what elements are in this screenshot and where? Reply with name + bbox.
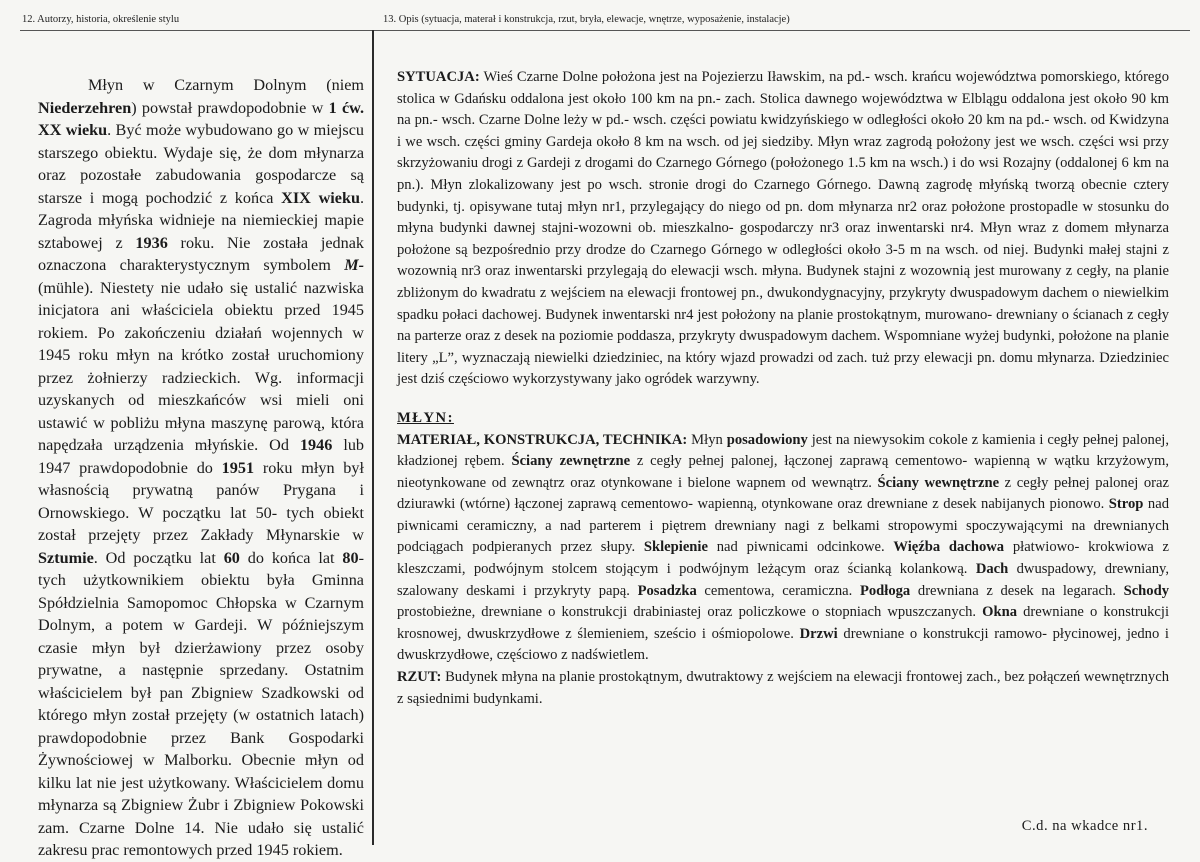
plan-label: RZUT: (397, 669, 442, 686)
situation-label: SYTUACJA: (397, 69, 480, 85)
bold-run: Podłoga (859, 582, 911, 599)
text-run: do końca lat (239, 548, 343, 567)
text-run: dwuspadowy, drewniany, szalowany deskami i przykryty papą. (397, 561, 1169, 599)
text-run: drewniane o konstrukcji krosnowej, dwuskrzydłowe z ślemieniem, sześcio i ośmiopolowe. (397, 604, 1169, 642)
text-run: . Zagroda młyńska widnieje na niemieckiej mapie sztabowej z (38, 188, 364, 252)
text-run: (mühle). Niestety nie udało się ustalić nazwiska inicjatora ani właściciela obiektu przed 1945 rokiem. Po zakończeniu działań wojennych w 1945 roku młyn na krótko został uruchomiony przez żołnierzy radzieckich. Wg. informacji uzyskanych od mieszkańców wsi mieli oni ustawić w pobliżu młyna maszynę parową, która napędzała urządzenia młyńskie. Od (38, 278, 364, 454)
text-run: roku młyn był własnością prywatną panów Prygana i Ornowskiego. W początku lat 50- tych obiekt został przejęty przez Zakłady Młynarskie w (38, 458, 364, 544)
bold-run: 60 (223, 548, 240, 567)
bold-run: Okna (982, 604, 1018, 621)
bold-run: Posadzka (637, 582, 697, 599)
text-run: z cegły pełnej palonej, łączonej zaprawą cementowo- wapienną w wątku krzyżowym, nieotynkowane od zewnątrz oraz otynkowane i bielone wapnem od wewnątrz. (397, 453, 1169, 491)
text-run: Młyn w Czarnym Dolnym (niem (88, 76, 364, 94)
plan-paragraph (397, 667, 1169, 710)
bold-run: posadowiony (726, 431, 808, 448)
text-run: nad piwnicami odcinkowe. (707, 539, 894, 556)
mill-heading (397, 408, 1169, 430)
history-paragraph (38, 74, 364, 862)
bold-run: Sztumie (38, 548, 94, 567)
bold-run: 1951 (221, 458, 255, 477)
bold-run: Dach (975, 561, 1009, 578)
right-header-rule (374, 30, 1190, 31)
bold-run: 1 ćw. XX wieku (38, 98, 365, 139)
bold-run: Drzwi (799, 625, 838, 642)
bold-run: M- (344, 256, 364, 274)
section-spacer (397, 391, 1169, 408)
text-run: Budynek młyna na planie prostokątnym, dwutraktowy z wejściem na elewacji frontowej zach., bez połączeń wewnętrznych z sąsiednimi budynkami. (397, 669, 1169, 707)
bold-run: 80 (342, 548, 359, 567)
situation-paragraph (397, 67, 1169, 391)
material-paragraph (397, 430, 1169, 668)
bold-run: Schody (1123, 582, 1169, 599)
text-run: Młyn (687, 431, 727, 448)
bold-run: Więźba dachowa (893, 539, 1005, 556)
bold-run: 1946 (299, 436, 333, 454)
mill-label: MŁYN: (397, 409, 454, 426)
bold-run: 1936 (135, 233, 168, 252)
text-run: . Być może wybudowano go w miejscu starszego obiektu. Wydaje się, że dom młynarza oraz pozostałe zabudowania gospodarcze są starsze i mogą pochodzić z końca (38, 121, 365, 207)
text-run: płatwiowo- krokwiowa z kleszczami, podwójnym stolcem stojącym i podwójnym leżącym oraz ścianką kolankową. (397, 539, 1169, 578)
text-run: nad piwnicami ceramiczny, a nad parterem i piętrem drewniany nagi z belkami stropowymi spoczywającymi na drewnianych podciągach podpieranych przez słupy. (397, 496, 1169, 556)
left-header-rule (20, 30, 372, 31)
bold-run: XIX wieku (281, 188, 360, 207)
text-run: ) powstał prawdopodobnie w (131, 98, 329, 117)
text-run: . Od początku lat (93, 548, 224, 567)
bold-run: Ściany wewnętrzne (877, 474, 1000, 491)
text-run: z cegły pełnej palonej oraz dziurawki (wtórne) łączonej zaprawą cementowo- wapienną, otynkowane oraz drewniane z desek nabijanych pionowo. (397, 474, 1169, 513)
history-section (38, 74, 364, 862)
text-run: roku. Nie została jednak oznaczona charakterystycznym symbolem (38, 233, 364, 274)
text-run: cementowa, ceramiczna. (696, 582, 860, 599)
column-divider (372, 30, 374, 845)
description-section (397, 67, 1169, 710)
continued-note: C.d. na wkadce nr1. (1021, 818, 1148, 834)
right-column-heading: 13. Opis (sytuacja, materał i konstrukcja, rzut, bryła, elewacje, wnętrze, wyposażenie, instalacje) (383, 14, 790, 25)
bold-run: Niederzehren (38, 98, 132, 117)
left-column-heading: 12. Autorzy, historia, określenie stylu (22, 14, 180, 25)
text-run: jest na niewysokim cokole z kamienia i cegły pełnej palonej, kładzionej rębem. (397, 431, 1170, 470)
bold-run: Sklepienie (643, 539, 708, 556)
text-run: drewniana z desek na legarach. (910, 582, 1124, 599)
bold-run: Ściany zewnętrzne (511, 453, 631, 470)
text-run: Wieś Czarne Dolne położona jest na Pojezierzu Iławskim, na pd.- wsch. krańcu województwa pomorskiego, którego stolica w Gdańsku oddalona jest około 100 km na pn.- zach. Stolica dawnego województwa w Elblągu oddalona jest około 90 km na pn.- wsch. Czarne Dolne leży w pd.- wsch. części powiatu kwidzyńskiego w odległości około 20 km na pd.- wsch. od Kwidzyna i we wsch. części gminy Gardeja około 8 km na wsch. od jej siedziby. Młyn wraz zagrodą położony jest we wsch. części wsi przy skrzyżowaniu drogi z Gardeji z drogami do Czarnego Górnego (położonego 1.5 km na wsch.) i do wsi Rozajny (oddalonej 6 km na pn.). Młyn zlokalizowany jest po wsch. stronie drogi do Czarnego Górnego. Dawną zagrodę młyńską tworzą obecnie cztery budynki, tj. opisywane tutaj młyn nr1, przylegający do niego od pn. dom młynarza nr2 oraz położone prostopadle w stosunku do młyna budynki dawnej stajni-wozowni ob. mieszkalno- gospodarczy nr3 oraz inwentarski nr4. Młyn wraz z domem młynarza położone są bezpośrednio przy drodze do Czarnego Górnego w odległości około 3-5 m na wsch. od niej. Budynki małej stajni z wozownią nr3 oraz inwentarski przylegają do elewacji wsch. młyna. Budynek stajni z wozownią jest murowany z cegły, na planie zbliżonym do kwadratu z wejściem na elewacji frontowej pn., dwukondygnacyjny, przykryty dwuspadowym dachem o niewielkim spadku połaci dachowej. Budynek inwentarski nr4 jest położony na planie prostokątnym, murowano- drewniany o ścianach z cegły na parterze oraz z desek na poziomie poddasza, przykryty dwuspadowym dachem. Wspomniane wyżej budynki, położone na planie litery „L”, wyznaczają niewielki dziedziniec, na który wjazd prowadzi od zach. tuż przy elewacji pn. domu młynarza. Dziedziniec jest dziś częściowo wykorzystywany jako ogródek warzywny. (397, 69, 1169, 388)
text-run: drewniane o konstrukcji ramowo- płycinowej, jedno i dwuskrzydłowe, częściowo z nadświetlem. (397, 625, 1169, 664)
material-label: MATERIAŁ, KONSTRUKCJA, TECHNIKA: (397, 431, 688, 448)
text-run: - tych użytkownikiem obiektu była Gminna Spółdzielnia Samopomoc Chłopska w Czarnym Dolnym, a potem w Gardeji. W późniejszym czasie młyn był dzierżawiony przez osoby prywatne, a następnie sprzedany. Ostatnim właścicielem był pan Zbigniew Szadkowski od którego młyn został przejęty (w ostatnich latach) prawdopodobnie przez Bank Gospodarki Żywnościowej w Malborku. Obecnie młyn od kilku lat nie jest użytkowany. Właścicielem domu młynarza są Zbigniew Żubr i Zbigniew Pokowski zam. Czarne Dolne 14. Nie udało się ustalić zakresu prac remontowych przed 1945 rokiem. (38, 548, 364, 859)
text-run: lub 1947 prawdopodobnie do (38, 436, 365, 477)
bold-run: Strop (1108, 496, 1144, 513)
text-run: prostobieżne, drewniane o konstrukcji drabiniastej oraz policzkowe o stopniach wpuszczanych. (397, 604, 983, 621)
